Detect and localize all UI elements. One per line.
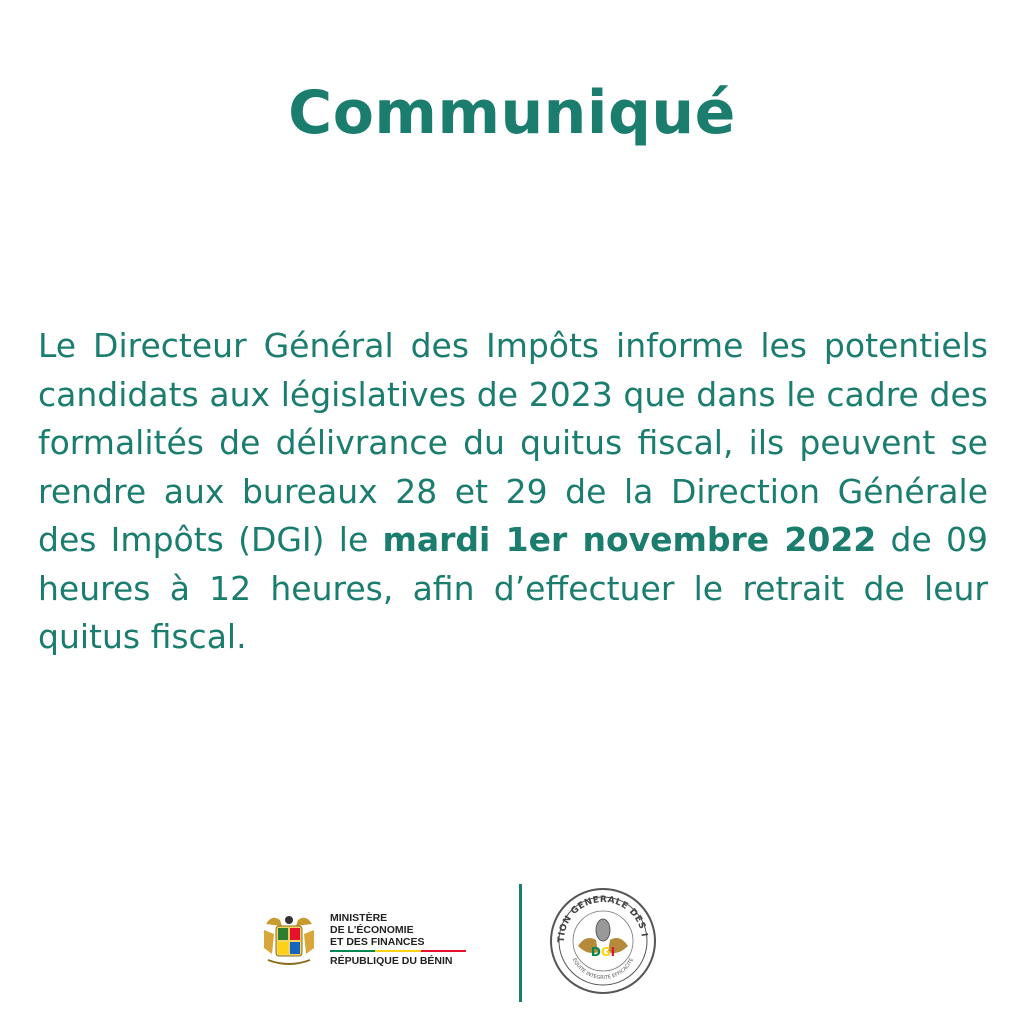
ministry-line-4: RÉPUBLIQUE DU BÉNIN [330,955,453,967]
dgi-seal-icon [548,886,658,996]
ministry-label [330,912,480,967]
ministry-line-3: ET DES FINANCES [330,936,425,948]
page-title: Communiqué [288,78,736,148]
highlighted-date: mardi 1er novembre 2022 [382,520,877,559]
footer [0,880,1024,1005]
svg-text:EQUITE INTEGRITE EFFICACITE: EQUITE INTEGRITE EFFICACITE [570,957,636,982]
body-text-part1: Le Directeur Général des Impôts informe les potentiels candidats aux législatives de 2023 que dans le cadre des formalités de délivrance du quitus fiscal, ils peuvent se rendre aux bureaux 28 et 29 de la Direction Générale des Impôts (DGI) le [38,326,988,559]
svg-text:DGI: DGI [590,945,616,959]
body-text-part2: de 09 heures à 12 heures, afin d’effectuer le retrait de leur quitus fiscal. [38,520,989,656]
flag-stripe [330,950,466,952]
benin-coat-of-arms-icon [258,910,320,972]
footer-divider [519,884,522,1002]
ministry-line-1: MINISTÈRE [330,912,388,924]
communique-body [38,322,988,662]
svg-text:DIRECTION GENERALE DES IMPOTS: TION GENERALE DES I [556,894,649,943]
ministry-line-2: DE L'ÉCONOMIE [330,924,414,936]
